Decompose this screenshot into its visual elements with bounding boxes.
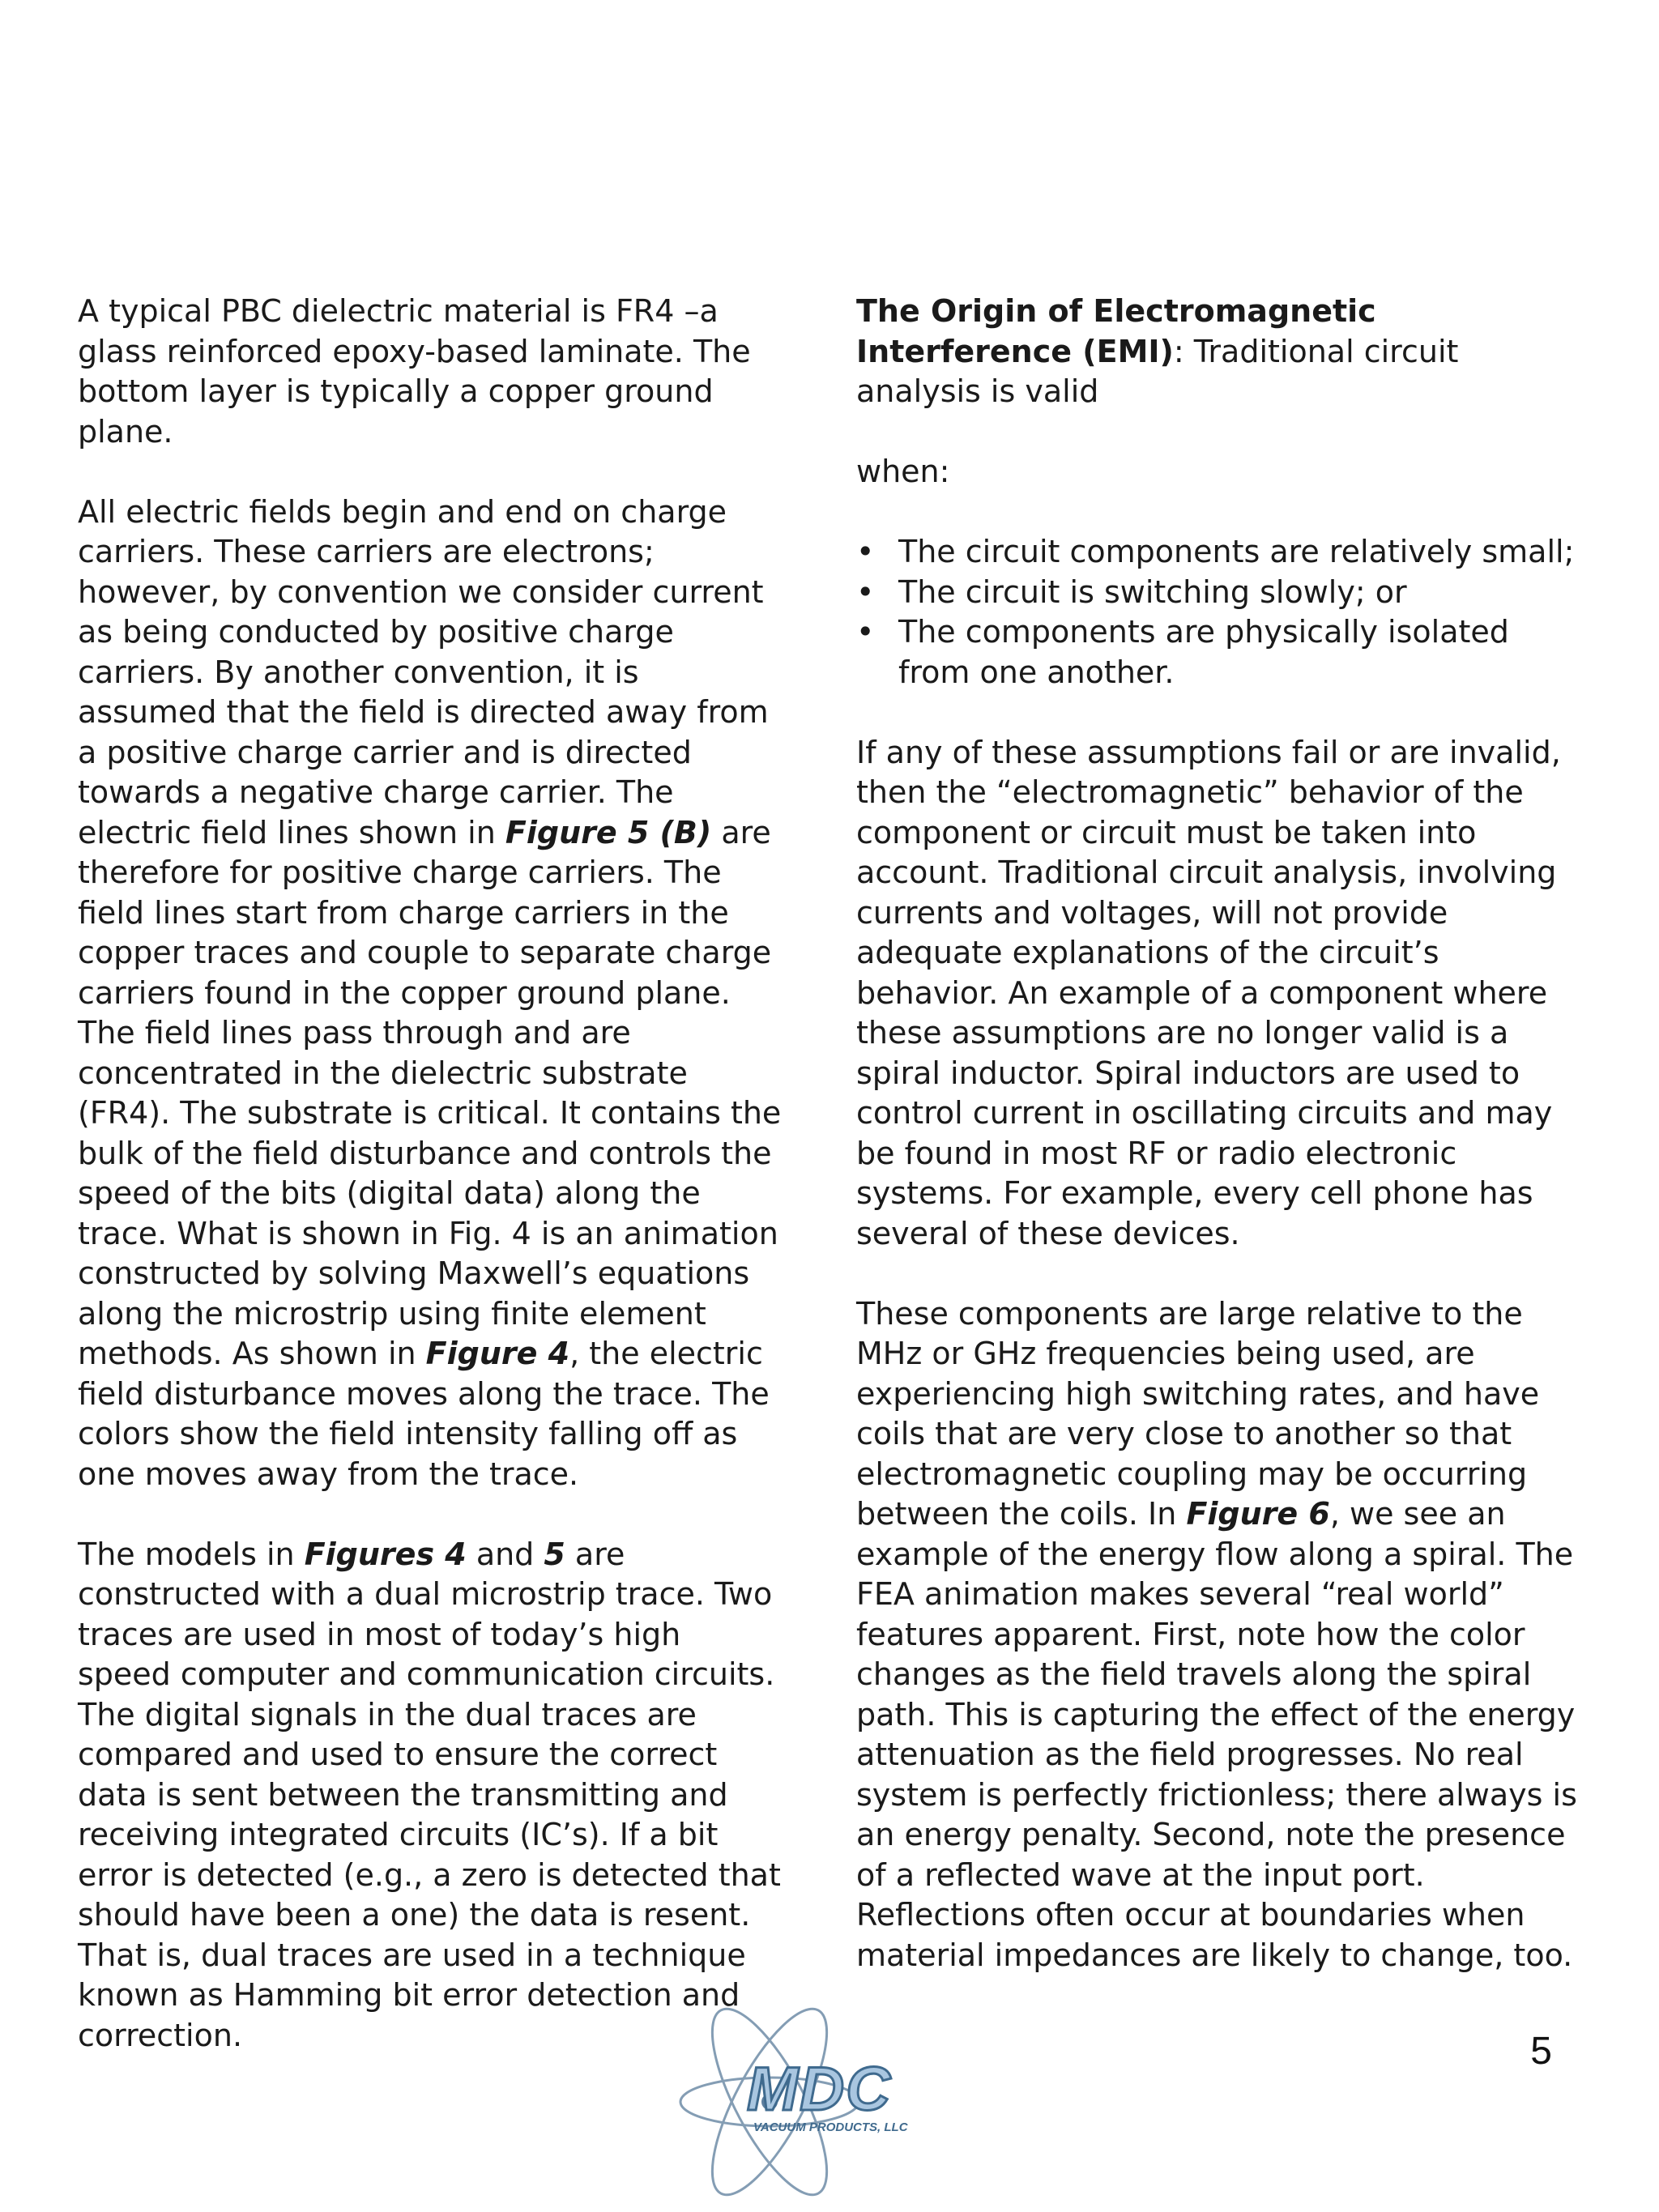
section-heading: The Origin of Electromagnetic Interference (EMI) xyxy=(856,293,1376,369)
figure-reference: 5 xyxy=(544,1536,565,1572)
figure-reference: Figure 5 (B) xyxy=(505,814,712,850)
text-run: are therefore for positive charge carriers. The field lines start from charge carriers in the copper traces and couple to separate charge carriers found in the copper ground plane. The field lines pass through and are concentrated in the dielectric substrate (FR4). The substrate is critical. It contains the bulk of the field disturbance and controls the speed of the bits (digital data) along the trace. What is shown in Fig. 4 is an animation constructed by solving Maxwell’s equations along the microstrip using finite element methods. As shown in xyxy=(78,814,782,1371)
text-run: These components are large relative to the MHz or GHz frequencies being used, are experiencing high switching rates, and have coils that are very close to another so that electromagnetic coupling may be occurring between the coils. In xyxy=(856,1295,1540,1532)
figure-reference: Figure 6 xyxy=(1186,1496,1330,1532)
text-run: , we see an example of the energy flow along a spiral. The FEA animation makes several “real world” features apparent. First, note how the color changes as the field travels along the spiral path. This is capturing the effect of the energy attenuation as the field progresses. No real system is perfectly frictionless; there always is an energy penalty. Second, note the presence of a reflected wave at the input port. Reflections often occur at boundaries when material impedances are likely to change, too. xyxy=(856,1496,1577,1973)
logo-subtext: VACUUM PRODUCTS, LLC xyxy=(753,2120,908,2134)
text-run: and xyxy=(466,1536,544,1572)
text-run: are constructed with a dual microstrip trace. Two traces are used in most of today’s high speed computer and communication circuits. The digital signals in the dual traces are compared and used to ensure the correct data is sent between the transmitting and receiving integrated circuits (IC’s). If a bit error is detected (e.g., a zero is detected that should have been a one) the data is resent. That is, dual traces are used in a technique known as Hamming bit error detection and correction. xyxy=(78,1536,781,2053)
atom-orbit-icon xyxy=(672,1988,948,2207)
paragraph-assumptions: If any of these assumptions fail or are invalid, then the “electromagnetic” behavior of the component or circuit must be taken into account. Traditional circuit analysis, involving currents and voltages, will not provide adequate explanations of the circuit’s behavior. An example of a component where these assumptions are no longer valid is a spiral inductor. Spiral inductors are used to control current in oscillating circuits and may be found in most RF or radio electronic systems. For example, every cell phone has several of these devices. xyxy=(856,734,1561,1251)
list-item: • The circuit components are relatively small; xyxy=(856,532,1585,573)
text-run: All electric fields begin and end on charge carriers. These carriers are electrons; however, by convention we consider current as being conducted by positive charge carriers. By another convention, it is assumed that the field is directed away from a positive charge carrier and is directed towards a negative charge carrier. The electric field lines shown in xyxy=(78,493,769,850)
logo-wordmark: MDC xyxy=(747,2055,893,2124)
heading-continuation: : Traditional circuit analysis is valid xyxy=(856,333,1459,409)
list-item: • The components are physically isolated from one another. xyxy=(856,612,1585,693)
paragraph-models xyxy=(78,1535,783,2056)
paragraph-fr4-text: A typical PBC dielectric material is FR4 –a glass reinforced epoxy-based laminate. The bottom layer is typically a copper ground plane. xyxy=(78,293,751,450)
list-item: • The circuit is switching slowly; or xyxy=(856,573,1585,613)
assumption-list xyxy=(856,532,1585,693)
figure-reference: Figures 4 xyxy=(304,1536,467,1572)
text-run: , the electric field disturbance moves along the trace. The colors show the field intensity falling off as one moves away from the trace. xyxy=(78,1336,770,1492)
when-line: when: xyxy=(856,454,950,489)
company-logo xyxy=(672,1988,948,2207)
figure-reference: Figure 4 xyxy=(425,1336,570,1371)
paragraph-electric-fields xyxy=(78,492,783,1495)
paragraph-components xyxy=(856,1294,1585,1976)
page-number: 5 xyxy=(1530,2030,1552,2073)
right-column xyxy=(856,292,1585,1975)
left-column xyxy=(78,292,783,2056)
text-run: The models in xyxy=(78,1536,305,1572)
paragraph-fr4 xyxy=(78,292,783,452)
section-heading-paragraph xyxy=(856,292,1585,412)
